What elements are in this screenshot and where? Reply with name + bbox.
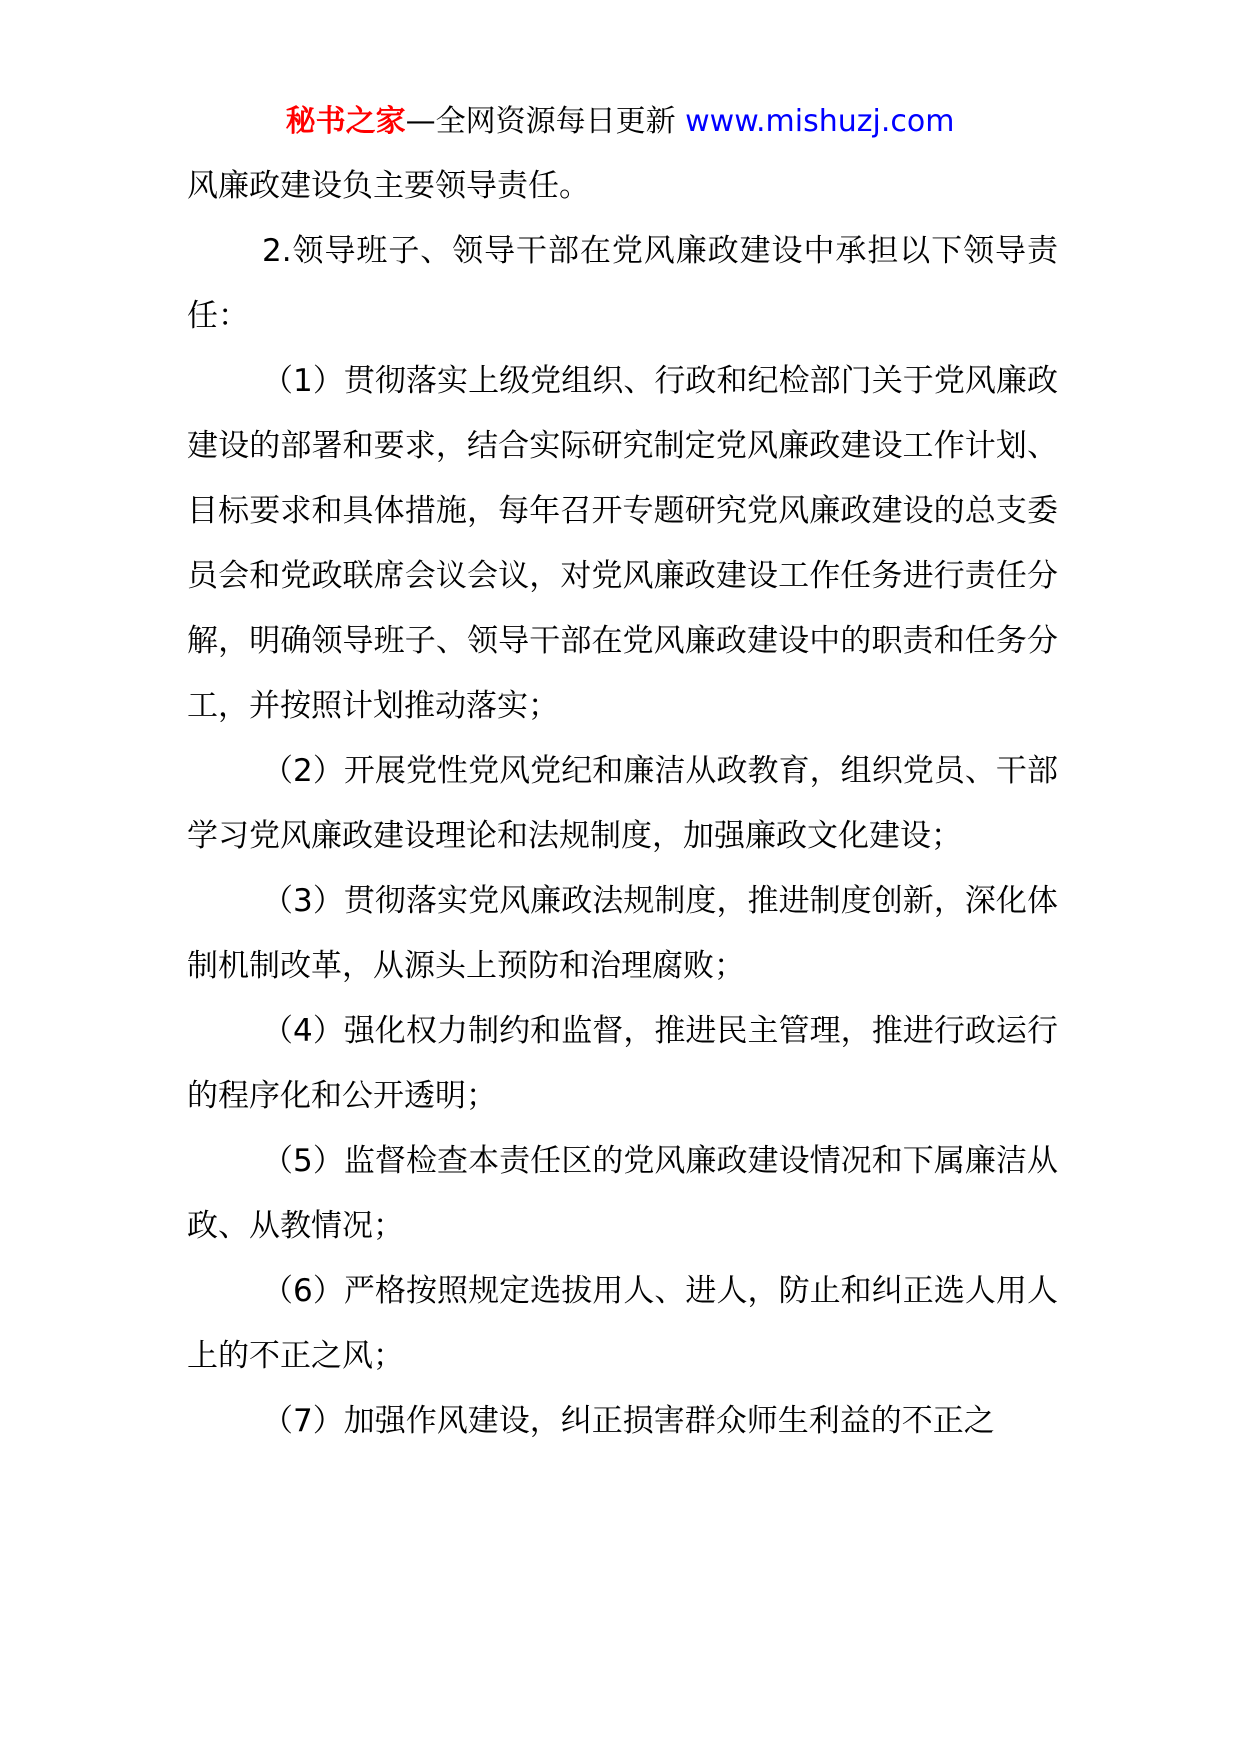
paragraph-continuation: 风廉政建设负主要领导责任。 <box>187 168 590 204</box>
paragraph-subitem-7: （7）加强作风建设，纠正损害群众师生利益的不正之 <box>262 1403 995 1439</box>
paragraph-subitem-6: （6）严格按照规定选拔用人、进人，防止和纠正选人用人上的不正之风； <box>187 1273 1058 1374</box>
paragraph-item-2: 2.领导班子、领导干部在党风廉政建设中承担以下领导责任： <box>187 233 1058 334</box>
paragraph-subitem-5: （5）监督检查本责任区的党风廉政建设情况和下属廉洁从政、从教情况； <box>187 1143 1058 1244</box>
watermark-header <box>0 100 1240 144</box>
site-url-link[interactable]: www.mishuzj.com <box>685 104 955 139</box>
paragraph-subitem-4: （4）强化权力制约和监督，推进民主管理，推进行政运行的程序化和公开透明； <box>187 1013 1058 1114</box>
document-body <box>187 154 1058 1454</box>
paragraph-subitem-3: （3）贯彻落实党风廉政法规制度，推进制度创新，深化体制机制改革，从源头上预防和治理腐败； <box>187 883 1058 984</box>
paragraph-subitem-2: （2）开展党性党风党纪和廉洁从政教育，组织党员、干部学习党风廉政建设理论和法规制度，加强廉政文化建设； <box>187 753 1058 854</box>
tagline: —全网资源每日更新 <box>405 104 686 139</box>
brand-name: 秘书之家 <box>285 104 406 139</box>
paragraph-subitem-1: （1）贯彻落实上级党组织、行政和纪检部门关于党风廉政建设的部署和要求，结合实际研究制定党风廉政建设工作计划、目标要求和具体措施，每年召开专题研究党风廉政建设的总支委员会和党政联席会议会议，对党风廉政建设工作任务进行责任分解，明确领导班子、领导干部在党风廉政建设中的职责和任务分工，并按照计划推动落实； <box>187 363 1058 724</box>
